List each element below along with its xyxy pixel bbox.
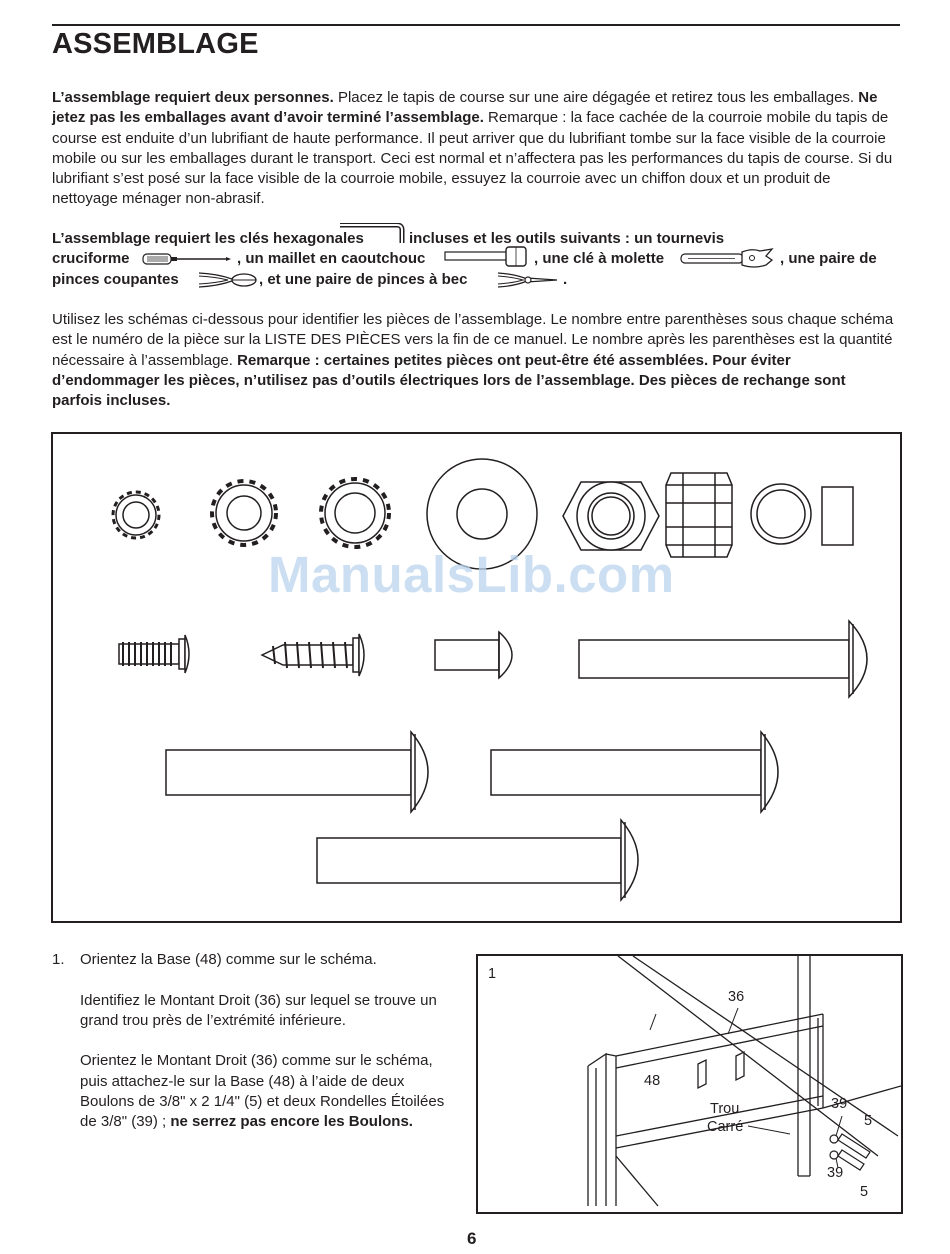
step-1-text: Orientez le Montant Droit (36) comme sur le schéma, puis attachez-le sur la Base (48) à l’aide de deux Boulons de 3/8" x 2 1/4" (5) et deux Rondelles Étoilées de 3/8" (39) ; xyxy=(80,1052,445,1131)
step-1-warning: ne serrez pas encore les Boulons. xyxy=(170,1113,413,1131)
step-1-paragraph-1: Orientez la Base (48) comme sur le schéma. xyxy=(80,951,377,968)
intro-bold-2: Ne jetez pas les emballages avant d’avoir terminé l’assemblage. xyxy=(52,89,878,127)
adjustable-wrench-icon xyxy=(680,247,776,269)
header-rule xyxy=(52,24,900,26)
label-trou: Trou xyxy=(710,1101,740,1117)
page-number: 6 xyxy=(467,1229,477,1248)
bolt-2-icon xyxy=(166,732,428,812)
tools-line-2 xyxy=(52,249,898,269)
label-48: 48 xyxy=(644,1073,661,1089)
large-star-washer-icon xyxy=(321,479,389,547)
tools-text-5: , une clé à molette xyxy=(534,250,665,268)
short-button-bolt-icon xyxy=(435,632,512,678)
cutting-pliers-icon xyxy=(198,270,258,290)
step-number: 1. xyxy=(52,951,65,968)
intro-paragraph xyxy=(52,88,898,210)
hex-nut-icon xyxy=(563,482,659,550)
small-star-washer-icon xyxy=(113,492,159,538)
tools-text-6: , une paire de xyxy=(780,250,877,268)
intro-text-1: Placez le tapis de course sur une aire dégagée et retirez tous les emballages. xyxy=(333,89,859,106)
needle-nose-pliers-icon xyxy=(497,270,559,290)
usage-bold: Remarque : certaines petites pièces ont peut-être été assemblées. Pour éviter d’endommager les pièces, n’utilisez pas d’outils électriques lors de l’assemblage. Des pièces de rechange sont parfois incluses. xyxy=(52,351,846,410)
tools-text-4: , un maillet en caoutchouc xyxy=(237,250,426,268)
figure-step-label: 1 xyxy=(488,966,497,982)
watermark: ManualsLib.com xyxy=(268,546,675,603)
rubber-mallet-icon xyxy=(444,246,530,268)
tools-text-1: L’assemblage requiert les clés hexagonales xyxy=(52,230,364,247)
page-title: ASSEMBLAGE xyxy=(52,28,259,60)
tools-text-8: , et une paire de pinces à bec xyxy=(259,270,468,288)
step-1-figure xyxy=(476,954,903,1214)
usage-paragraph xyxy=(52,310,898,411)
step-1-paragraph-3 xyxy=(80,1051,452,1132)
bolt-3-icon xyxy=(491,732,778,812)
tools-text-3: cruciforme xyxy=(52,250,130,268)
label-36: 36 xyxy=(728,989,745,1005)
medium-star-washer-icon xyxy=(212,481,276,545)
tools-text-7: pinces coupantes xyxy=(52,270,179,288)
label-5-top: 5 xyxy=(864,1113,873,1129)
upright-36 xyxy=(618,956,898,1156)
intro-text-2: Remarque : la face cachée de la courroie mobile du tapis de course est enduite d’un lubrifiant de haute performance. Il peut arriver que du lubrifiant tombe sur la face visible de la courroie mobile ou sur les emballages durant le transport. Ceci est normal et n’affectera pas les performances du tapis de course. Si du lubrifiant s’est posé sur la face visible de la courroie mobile, essuyez la courroie avec un chiffon doux et un produit de nettoyage ménager non-abrasif. xyxy=(52,109,893,208)
tools-text-2: incluses et les outils suivants : un tournevis xyxy=(409,230,725,247)
ring-spacer-icon xyxy=(751,484,811,544)
step-1-paragraph-2: Identifiez le Montant Droit (36) sur lequel se trouve un grand trou près de l’extrémité inférieure. xyxy=(80,991,437,1029)
usage-text: Utilisez les schémas ci-dessous pour identifier les pièces de l’assemblage. Le nombre entre parenthèses sous chaque schéma est le numéro de la pièce sur la LISTE DES PIÈCES vers la fin de ce manuel. Le nombre après les parenthèses est la quantité nécessaire à l’assemblage. xyxy=(52,311,894,369)
tapping-screw-icon xyxy=(262,634,364,676)
tools-paragraph xyxy=(52,229,898,290)
bolt-4-icon xyxy=(317,820,638,900)
hex-key-icon xyxy=(339,223,405,245)
parts-identification-box xyxy=(51,432,902,923)
long-button-bolt-icon xyxy=(579,621,867,697)
screwdriver-icon xyxy=(142,251,232,267)
label-carre: Carré xyxy=(707,1119,744,1135)
tools-text-9: . xyxy=(563,270,568,288)
label-39-top: 39 xyxy=(831,1096,848,1112)
spacer-block-icon xyxy=(822,487,853,545)
machine-screw-icon xyxy=(119,635,189,673)
intro-bold-1: L’assemblage requiert deux personnes. xyxy=(52,89,334,106)
tools-line-3 xyxy=(52,270,898,290)
label-39-bottom: 39 xyxy=(827,1165,844,1181)
nylon-lock-nut-icon xyxy=(666,473,732,557)
label-5-bottom: 5 xyxy=(860,1184,869,1200)
